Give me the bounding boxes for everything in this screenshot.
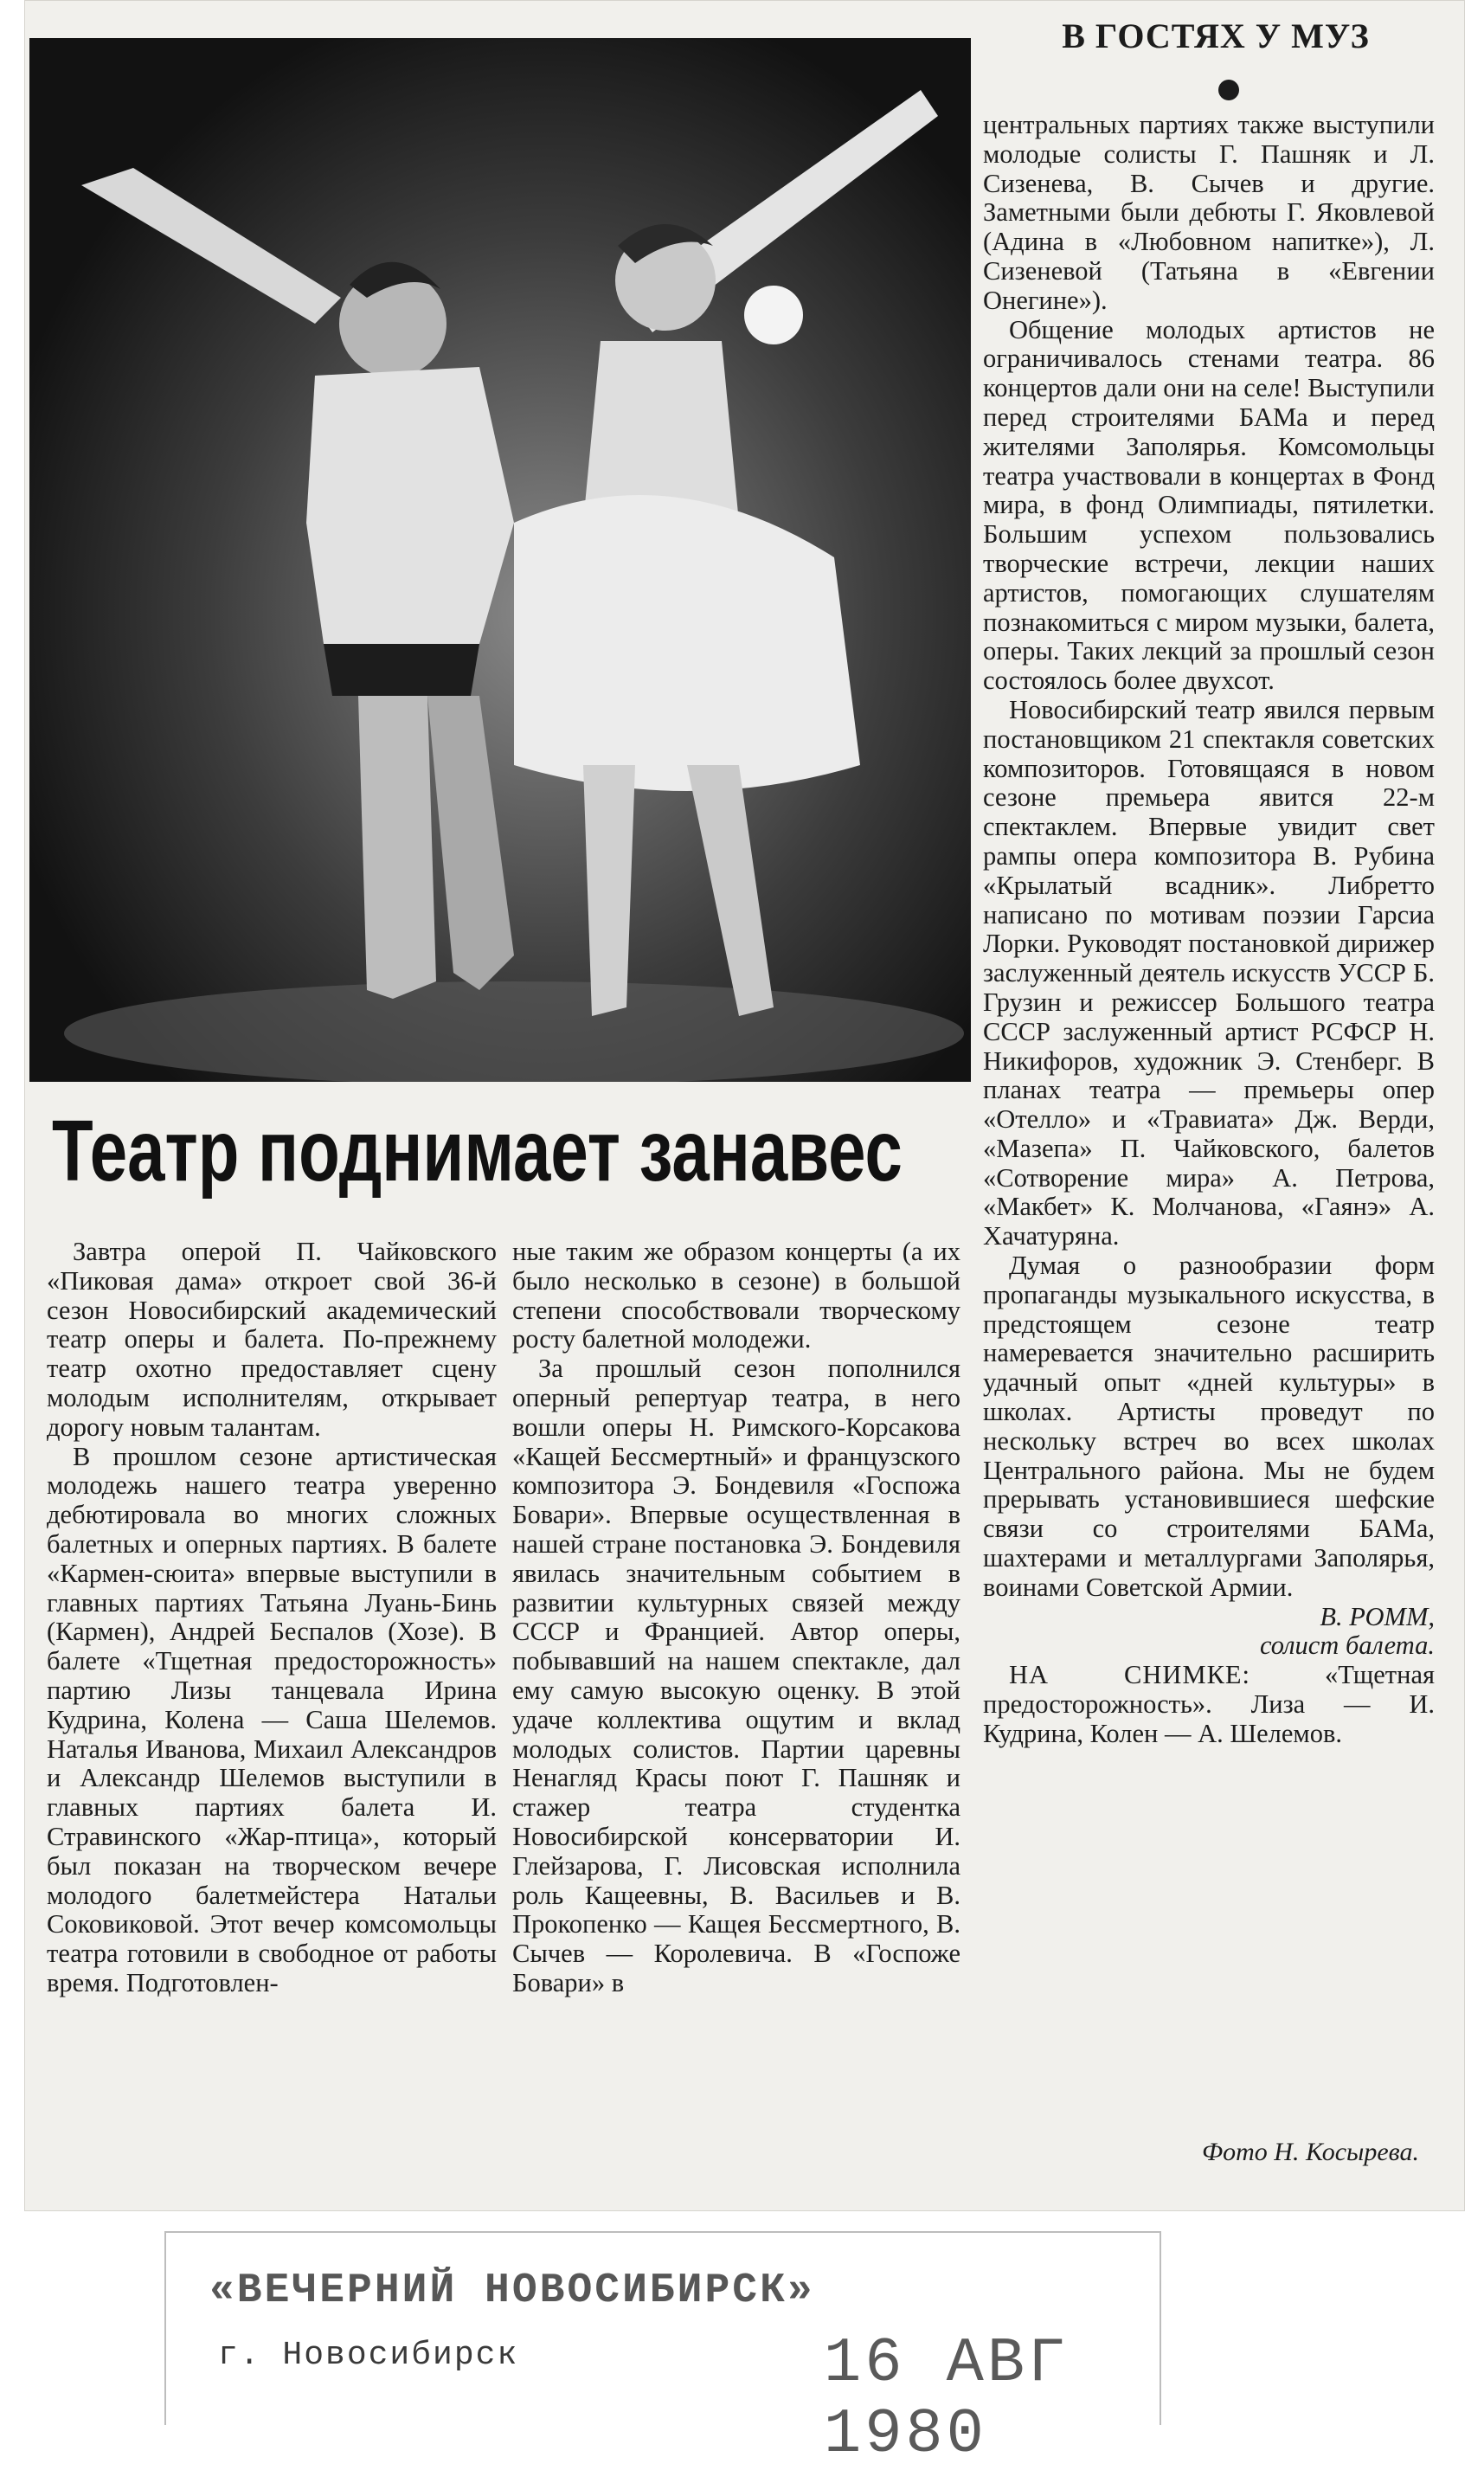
newspaper-name-stamp: «ВЕЧЕРНИЙ НОВОСИБИРСК»	[209, 2267, 815, 2314]
ballet-photo	[29, 38, 971, 1082]
author-name: В. РОММ,	[1320, 1601, 1435, 1631]
rubric-heading: В ГОСТЯХ У МУЗ	[1062, 16, 1370, 55]
article-column-2	[512, 1238, 960, 1998]
city-stamp: г. Новосибирск	[218, 2337, 519, 2374]
paragraph: За прошлый сезон пополнился оперный репертуар театра, в него вошли оперы Н. Римского-Корсакова «Кащей Бессмертный» и французского композитора Э. Бондевиля «Госпожа Бовари». Впервые осуществленная в нашей стране постановка Э. Бондевиля явилась значительным событием в развитии культурных связей между СССР и Францией. Автор оперы, побывавший на нашем спектакле, дал ему самую высокую оценку. В этой удаче коллектива ощутим и вклад молодых солистов. Партии царевны Ненагляд Красы поют Г. Пашняк и стажер театра студентка Новосибирской консерватории И. Глейзарова, Г. Лисовская исполнила роль Кащеевны, В. Васильев и В. Прокопенко — Кащея Бессмертного, В. Сычев — Королевича. В «Госпоже Бовари» в	[512, 1354, 960, 1997]
paragraph: Думая о разнообразии форм пропаганды музыкального искусства, в предстоящем сезоне театр намеревается значительно расширить удачный опыт «дней культуры» в школах. Артисты проведут по нескольку встреч во всех школах Центрального района. Мы не будем прерывать установившиеся шефские связи со строителями БАМа, шахтерами и металлургами Заполярья, воинами Советской Армии.	[983, 1251, 1435, 1602]
caption-text: «Тщетная предосторожность». Лиза — И. Кудрина, Колен — А. Шелемов.	[983, 1660, 1436, 1748]
author-title: солист балета.	[1259, 1631, 1435, 1661]
ballet-dancers-illustration	[29, 38, 971, 1082]
date-stamp: 16 АВГ 1980	[824, 2328, 1070, 2470]
paragraph: Общение молодых артистов не ограничивалось стенами театра. 86 концертов дали они на селе! Выступили перед строителями БАМа и перед жителями Заполярья. Комсомольцы театра участвовали в концертах в Фонд мира, в фонд Олимпиады, пятилетки. Большим успехом пользовались творческие встречи, лекции наших артистов, помогающих слушателям познакомиться с миром музыки, балета, оперы. Таких лекций за прошлый сезон состоялось более двухсот.	[983, 314, 1435, 696]
article-column-3	[983, 111, 1435, 1749]
headline: Театр поднимает занавес	[52, 1103, 903, 1200]
paragraph: Завтра оперой П. Чайковского «Пиковая дама» откроет свой 36-й сезон Новосибирский академический театр оперы и балета. По-прежнему театр охотно предоставляет сцену молодым исполнителям, открывает дорогу новым талантам.	[47, 1237, 497, 1442]
bullet-dot	[1218, 80, 1239, 100]
paragraph: ные таким же образом концерты (а их было несколько в сезоне) в большой степени способствовали творческому росту балетной молодежи.	[512, 1237, 960, 1354]
photo-credit: Фото Н. Косырева.	[1201, 2138, 1419, 2166]
paragraph: Новосибирский театр явился первым постановщиком 21 спектакля советских композиторов. Готовящаяся в новом сезоне премьера явится 22-м спектаклем. Впервые увидит свет рампы опера композитора В. Рубина «Крылатый всадник». Либретто написано по мотивам поэзии Гарсиа Лорки. Руководят постановкой дирижер заслуженный деятель искусств УССР Б. Грузин и режиссер Большого театра СССР заслуженный артист РСФСР Н. Никифоров, художник Э. Стенберг. В планах театра — премьеры опер «Отелло» и «Травиата» Дж. Верди, «Мазепа» П. Чайковского, балетов «Сотворение мира» А. Петрова, «Макбет» К. Молчанова, «Гаянэ» А. Хачатуряна.	[983, 694, 1435, 1251]
article-column-1	[47, 1238, 497, 1998]
caption-label: НА СНИМКЕ:	[1009, 1660, 1251, 1690]
paragraph: В прошлом сезоне артистическая молодежь нашего театра уверенно дебютировала во многих сложных балетных и оперных партиях. В балете «Кармен-сюита» впервые выступили в главных партиях Татьяна Луань-Бинь (Кармен), Андрей Беспалов (Хозе). В балете «Тщетная предосторожность» партию Лизы танцевала Ирина Кудрина, Колена — Саша Шелемов. Наталья Иванова, Михаил Александров и Александр Шелемов выступили в главных партиях балета И. Стравинского «Жар-птица», который был показан на творческом вечере молодого балетмейстера Натальи Соковиковой. Этот вечер комсомольцы театра готовили в свободное от работы время. Подготовлен-	[47, 1441, 497, 1997]
paragraph: центральных партиях также выступили молодые солисты Г. Пашняк и Л. Сизенева, В. Сычев и другие. Заметными были дебюты Г. Яковлевой (Адина в «Любовном напитке»), Л. Сизеневой (Татьяна в «Евгении Онегине»).	[983, 110, 1435, 315]
photo-caption	[983, 1661, 1435, 1748]
clipping-stamp	[164, 2231, 1161, 2470]
